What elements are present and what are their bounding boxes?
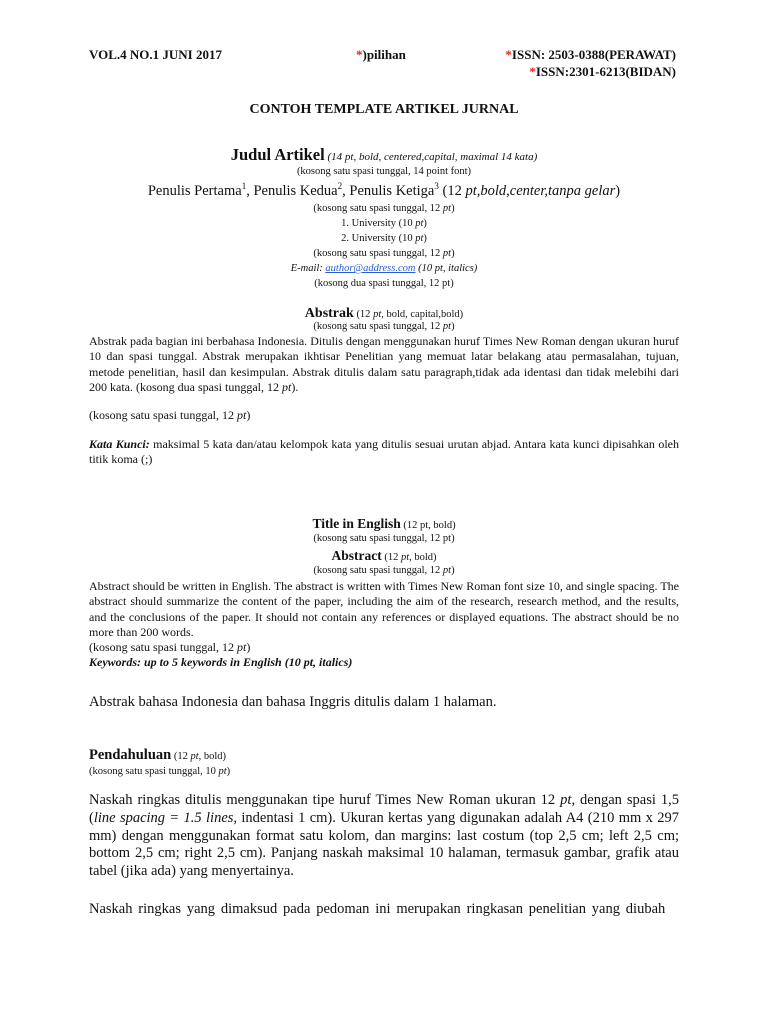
affiliation-1-unit: pt <box>415 218 424 229</box>
spacing-text: (kosong satu spasi tunggal, 10 <box>89 766 219 777</box>
spacing-text: (kosong satu spasi tunggal, 12 <box>313 203 443 214</box>
pendahuluan-heading-line <box>89 746 226 764</box>
abstrak-heading: Abstrak <box>304 306 354 321</box>
p1-text-e: indentasi 1 cm). Ukuran kertas yang digunakan adalah A4 (210 mm x 297 mm) dengan menggunakan format satu kolom, dan margins: last costum (top 2,5 cm; left 2,5 cm; bottom 2,5 cm; right 2,5 cm). Panjang naskah maksimal 10 halaman, termasuk gambar, grafik atau tabel (jika ada) yang menyertainya. <box>89 809 679 880</box>
article-title: Judul Artikel <box>230 145 325 164</box>
affiliation-spacing-note <box>0 248 768 259</box>
p1-line-spacing: line spacing = 1.5 lines, <box>93 809 238 826</box>
spacing-unit: pt <box>442 248 452 259</box>
english-title-spacing: (kosong satu spasi tunggal, 12 pt) <box>313 533 455 544</box>
affiliation-2-close: ) <box>423 233 427 244</box>
email-note: (10 pt, italics) <box>415 263 478 274</box>
affiliation-1 <box>0 218 768 229</box>
issn2-text: ISSN:2301-6213(BIDAN) <box>535 64 676 79</box>
single-page-note: Abstrak bahasa Indonesia dan bahasa Inggris ditulis dalam 1 halaman. <box>89 694 497 710</box>
spacing-close: ) <box>451 321 455 332</box>
abstract-heading-note-post: , bold) <box>409 552 437 563</box>
abstract-heading-line <box>0 547 768 565</box>
abstract-spacing-note <box>0 565 768 576</box>
english-keywords: Keywords: up to 5 keywords in English (10 pt, italics) <box>89 655 353 669</box>
issn1-star: * <box>505 47 512 62</box>
pendahuluan-heading: Pendahuluan <box>89 747 172 763</box>
abstrak-body <box>89 334 679 396</box>
kata-kunci-text: maksimal 5 kata dan/atau kelompok kata yang ditulis sesuai urutan abjad. Antara kata kunci dipisahkan oleh titik koma (;) <box>89 437 679 467</box>
spacing-text: (kosong satu spasi tunggal, 12 <box>89 640 237 654</box>
email-line <box>0 263 768 274</box>
article-title-note: (14 pt, bold, centered,capital, maximal 14 kata) <box>324 151 538 163</box>
header-issn-bidan <box>529 64 676 80</box>
article-title-line <box>0 145 768 165</box>
abstract-heading: Abstract <box>331 548 382 563</box>
abstrak-heading-note-pre: (12 <box>353 309 374 320</box>
authors-spacing-note <box>0 203 768 214</box>
authors-note-italic: pt,bold,center,tanpa gelar <box>465 182 616 199</box>
pendahuluan-paragraph-2: Naskah ringkas yang dimaksud pada pedoman ini merupakan ringkasan penelitian yang diubah <box>89 901 666 917</box>
abstrak-heading-line <box>0 304 768 322</box>
p1-text-a: Naskah ringkas ditulis menggunakan tipe huruf Times New Roman ukuran 12 <box>89 792 561 808</box>
issn1-text: ISSN: 2503-0388(PERAWAT) <box>511 47 676 62</box>
pendahuluan-heading-note-pre: (12 <box>171 751 191 762</box>
abstrak-body-unit: pt <box>281 380 292 395</box>
spacing-unit: pt <box>237 408 247 422</box>
spacing-unit: pt <box>442 565 452 576</box>
p1-text-c: , dengan spasi 1,5 ( <box>89 792 680 826</box>
email-link[interactable]: author@address.com <box>325 263 416 274</box>
spacing-close: ) <box>226 766 231 777</box>
abstrak-body-text: Abstrak pada bagian ini berbahasa Indonesia. Ditulis dengan menggunakan huruf Times New Roman dengan ukuran huruf 10 dan spasi tunggal. Abstrak merupakan ikhtisar Penelitian yang memuat latar belakang atau permasalahan, tujuan, metode penelitian, hasil dan kesimpulan. Abstrak ditulis dalam satu paragraph,tidak ada identasi dan tidak melebihi dari 200 kata. (kosong dua spasi tunggal, 12 <box>89 334 679 395</box>
author-1: Penulis Pertama <box>147 182 242 199</box>
english-title: Title in English <box>312 516 401 531</box>
kata-kunci-label: Kata Kunci: <box>89 437 150 451</box>
abstrak-body-close: ). <box>291 380 299 395</box>
author-1-sup: 1 <box>241 181 247 191</box>
title-spacing-note: (kosong satu spasi tunggal, 14 point font) <box>296 166 472 177</box>
header-volume: VOL.4 NO.1 JUNI 2017 <box>89 47 222 62</box>
spacing-unit: pt <box>442 321 452 332</box>
abstrak-spacing-note-2 <box>89 408 250 423</box>
spacing-close: ) <box>451 248 455 259</box>
affiliation-2-text: 2. University (10 <box>341 233 416 244</box>
pendahuluan-spacing-note <box>89 766 230 777</box>
spacing-close: ) <box>246 408 251 422</box>
header-issn-perawat <box>505 47 676 63</box>
spacing-text: (kosong satu spasi tunggal, 12 <box>313 321 443 332</box>
english-title-note: (12 pt, bold) <box>400 520 456 531</box>
spacing-unit: pt <box>442 203 452 214</box>
spacing-close: ) <box>451 565 455 576</box>
spacing-text: (kosong satu spasi tunggal, 12 <box>89 408 237 422</box>
authors-line <box>0 181 768 200</box>
doc-title: CONTOH TEMPLATE ARTIKEL JURNAL <box>249 102 519 117</box>
affiliation-2 <box>0 233 768 244</box>
abstrak-heading-note-unit: pt <box>373 309 382 320</box>
pendahuluan-paragraph-1 <box>89 792 679 881</box>
spacing-text: (kosong satu spasi tunggal, 12 <box>313 248 443 259</box>
issn2-star: * <box>529 64 536 79</box>
email-spacing-note: (kosong dua spasi tunggal, 12 pt) <box>314 278 454 289</box>
spacing-close: ) <box>451 203 455 214</box>
pendahuluan-heading-note-post: , bold) <box>198 751 227 762</box>
spacing-text: (kosong satu spasi tunggal, 12 <box>313 565 443 576</box>
pilihan-text: )pilihan <box>362 47 406 62</box>
abstrak-heading-note-post: , bold, capital,bold) <box>381 309 464 320</box>
spacing-unit: pt <box>218 766 227 777</box>
kata-kunci <box>89 437 679 468</box>
english-title-line <box>0 515 768 533</box>
affiliation-2-unit: pt <box>415 233 424 244</box>
authors-note-pre: (12 <box>438 182 466 199</box>
abstract-body: Abstract should be written in English. The abstract is written with Times New Roman font size 10, and single spacing. The abstract should summarize the content of the paper, including the aim of the research, research method, and the results, and the conclusions of the paper. It should not contain any references or displayed equations. The abstract should be no more than 200 words. <box>89 579 679 640</box>
abstrak-spacing-note <box>0 321 768 332</box>
author-3-sup: 3 <box>434 181 439 191</box>
author-2: , Penulis Kedua <box>246 182 338 199</box>
spacing-unit: pt <box>237 640 247 654</box>
abstract-heading-note-unit: pt <box>400 552 410 563</box>
email-label: E-mail: <box>290 263 326 274</box>
author-3: , Penulis Ketiga <box>342 182 435 199</box>
abstract-spacing-note-2 <box>89 640 250 655</box>
spacing-close: ) <box>246 640 251 654</box>
abstract-heading-note-pre: (12 <box>381 552 401 563</box>
p1-unit: pt <box>560 792 572 808</box>
authors-note-post: ) <box>615 182 621 199</box>
pendahuluan-heading-note-unit: pt <box>190 751 199 762</box>
affiliation-1-text: 1. University (10 <box>341 218 416 229</box>
affiliation-1-close: ) <box>423 218 427 229</box>
pilihan-star: * <box>356 47 363 62</box>
author-2-sup: 2 <box>337 181 343 191</box>
header-pilihan <box>356 47 406 63</box>
